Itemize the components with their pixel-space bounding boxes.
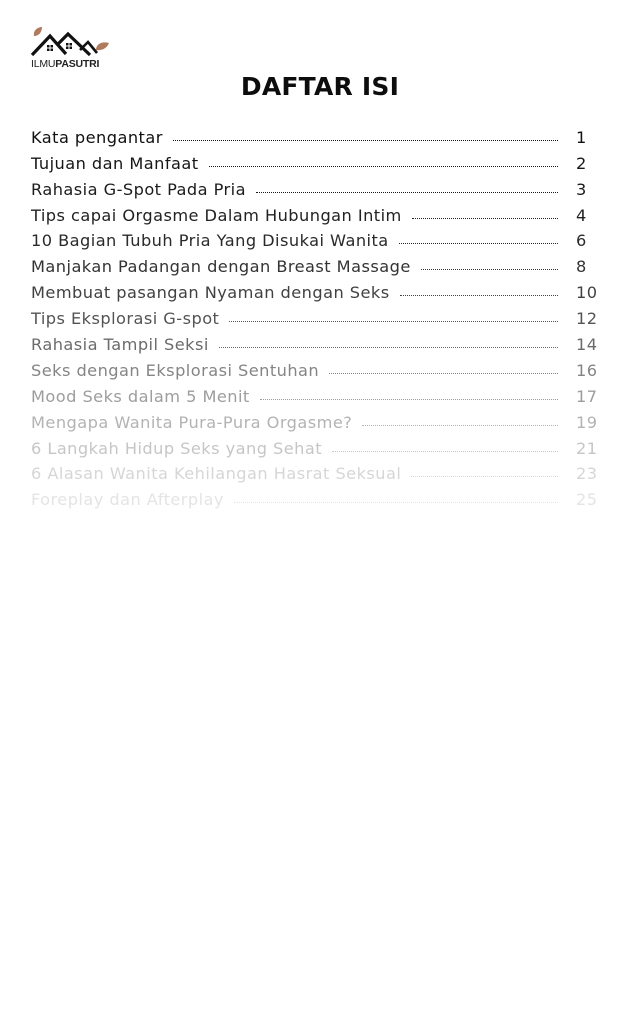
toc-entry bbox=[31, 173, 606, 199]
toc-entry bbox=[31, 458, 606, 484]
toc-dot-leader bbox=[412, 218, 558, 219]
toc-dot-leader bbox=[234, 502, 558, 503]
toc-entry bbox=[31, 302, 606, 328]
toc-entry-label: Tips Eksplorasi G-spot bbox=[31, 309, 220, 329]
brand-name-regular: ILMU bbox=[31, 58, 56, 70]
toc-entry-page: 10 bbox=[576, 283, 598, 303]
toc-entry bbox=[31, 121, 606, 147]
toc-entry bbox=[31, 147, 606, 173]
toc-dot-leader bbox=[411, 476, 558, 477]
toc-entry bbox=[31, 483, 606, 509]
toc-entry-page: 23 bbox=[576, 464, 598, 484]
leaf-icon bbox=[34, 27, 42, 36]
toc-dot-leader bbox=[256, 192, 558, 193]
toc-entry-label: Tips capai Orgasme Dalam Hubungan Intim bbox=[31, 205, 402, 225]
toc-entry-label: Rahasia Tampil Seksi bbox=[31, 335, 209, 355]
toc-entry-page: 19 bbox=[576, 412, 598, 432]
table-of-contents bbox=[31, 121, 606, 509]
toc-entry bbox=[31, 250, 606, 276]
toc-dot-leader bbox=[332, 451, 558, 452]
toc-dot-leader bbox=[173, 140, 558, 141]
toc-entry bbox=[31, 328, 606, 354]
toc-entry-label: Seks dengan Eksplorasi Sentuhan bbox=[31, 360, 320, 380]
toc-entry bbox=[31, 276, 606, 302]
toc-entry-page: 21 bbox=[576, 438, 598, 458]
toc-entry-label: Mengapa Wanita Pura-Pura Orgasme? bbox=[31, 412, 353, 432]
toc-entry bbox=[31, 432, 606, 458]
toc-entry-label: 10 Bagian Tubuh Pria Yang Disukai Wanita bbox=[31, 231, 389, 251]
toc-entry-label: Rahasia G-Spot Pada Pria bbox=[31, 179, 246, 199]
toc-entry-label: Manjakan Padangan dengan Breast Massage bbox=[31, 257, 411, 277]
toc-entry-label: Membuat pasangan Nyaman dengan Seks bbox=[31, 283, 390, 303]
toc-entry-label: Foreplay dan Afterplay bbox=[31, 490, 224, 510]
toc-entry-page: 2 bbox=[576, 153, 587, 173]
toc-entry bbox=[31, 406, 606, 432]
brand-name bbox=[31, 58, 99, 70]
leaf-icon bbox=[96, 42, 109, 50]
toc-entry-page: 16 bbox=[576, 360, 598, 380]
toc-dot-leader bbox=[400, 295, 558, 296]
house-roof-icon bbox=[30, 26, 120, 58]
toc-dot-leader bbox=[229, 321, 558, 322]
page-title: DAFTAR ISI bbox=[240, 72, 400, 101]
toc-dot-leader bbox=[209, 166, 559, 167]
toc-entry-page: 12 bbox=[576, 309, 598, 329]
brand-logo bbox=[30, 26, 120, 74]
toc-entry-page: 14 bbox=[576, 335, 598, 355]
toc-entry-page: 25 bbox=[576, 490, 598, 510]
toc-dot-leader bbox=[399, 243, 558, 244]
brand-name-bold: PASUTRI bbox=[55, 58, 100, 70]
toc-dot-leader bbox=[260, 399, 558, 400]
toc-dot-leader bbox=[362, 425, 558, 426]
toc-entry bbox=[31, 199, 606, 225]
toc-entry-page: 17 bbox=[576, 386, 598, 406]
toc-entry bbox=[31, 354, 606, 380]
toc-entry-page: 4 bbox=[576, 205, 587, 225]
toc-entry-label: Kata pengantar bbox=[31, 127, 163, 147]
toc-dot-leader bbox=[329, 373, 558, 374]
toc-entry-label: 6 Alasan Wanita Kehilangan Hasrat Seksual bbox=[31, 464, 402, 484]
toc-entry-label: Mood Seks dalam 5 Menit bbox=[31, 386, 250, 406]
toc-entry-label: Tujuan dan Manfaat bbox=[31, 153, 199, 173]
toc-entry bbox=[31, 225, 606, 251]
toc-dot-leader bbox=[421, 269, 558, 270]
toc-dot-leader bbox=[219, 347, 558, 348]
toc-entry-page: 6 bbox=[576, 231, 587, 251]
toc-entry-label: 6 Langkah Hidup Seks yang Sehat bbox=[31, 438, 323, 458]
toc-entry-page: 8 bbox=[576, 257, 587, 277]
toc-entry-page: 3 bbox=[576, 179, 587, 199]
toc-entry bbox=[31, 380, 606, 406]
toc-entry-page: 1 bbox=[576, 127, 587, 147]
